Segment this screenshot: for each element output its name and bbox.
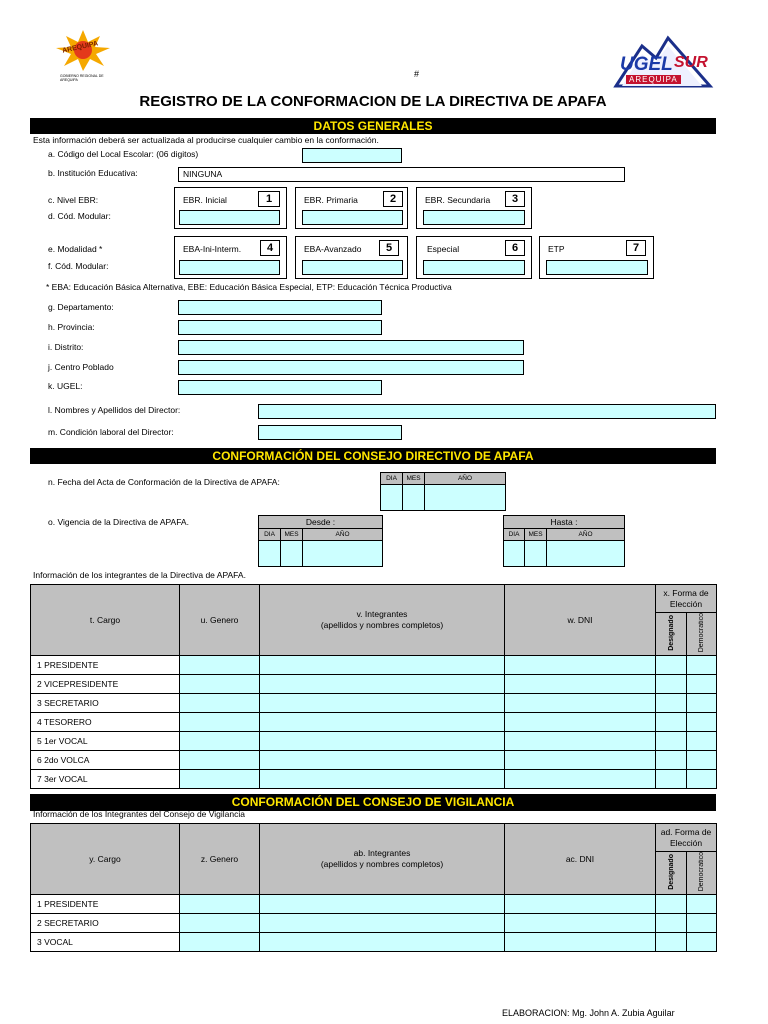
vig-header-cargo: y. Cargo [31, 824, 180, 895]
header-integrantes-title: v. Integrantes [356, 609, 408, 620]
directiva-democratico-input[interactable] [687, 656, 717, 675]
hasta-dia-input[interactable] [504, 541, 525, 567]
directiva-integrantes-input[interactable] [260, 675, 505, 694]
vigilancia-row [31, 914, 717, 933]
directiva-row [31, 732, 717, 751]
header-designado [656, 613, 687, 656]
section-datos-generales: DATOS GENERALES [30, 118, 716, 134]
directiva-genero-input[interactable] [180, 732, 260, 751]
directiva-designado-input[interactable] [656, 770, 687, 789]
nivel-box-secundaria[interactable] [416, 187, 532, 229]
vigilancia-democratico-input[interactable] [687, 933, 717, 952]
vigilancia-designado-input[interactable] [656, 895, 687, 914]
nivel-label-inicial: EBR. Inicial [183, 195, 227, 205]
vig-header-forma-eleccion: ad. Forma de Elección [656, 824, 717, 852]
institucion-label: b. Institución Educativa: [48, 168, 138, 178]
directiva-integrantes-input[interactable] [260, 656, 505, 675]
codigo-label: a. Código del Local Escolar: (06 digitos) [48, 149, 199, 159]
section-consejo-directivo: CONFORMACIÓN DEL CONSEJO DIRECTIVO DE APAFA [30, 448, 716, 464]
directiva-genero-input[interactable] [180, 751, 260, 770]
codigo-input[interactable] [302, 148, 402, 163]
fecha-acta-table [380, 472, 506, 511]
modalidad-num-etp: 7 [626, 240, 646, 256]
fecha-mes-header: MES [403, 473, 425, 485]
cod-modular-etp[interactable] [546, 260, 648, 275]
directiva-row [31, 770, 717, 789]
directiva-cargo-cell: 3 SECRETARIO [31, 694, 180, 713]
arequipa-logo-subtext: GOBIERNO REGIONAL DE AREQUIPA [60, 74, 104, 82]
footer-elaboracion: ELABORACION: Mg. John A. Zubia Aguilar [502, 1008, 675, 1018]
departamento-label: g. Departamento: [48, 302, 114, 312]
vigilancia-integrantes-input[interactable] [260, 933, 505, 952]
header-dni: w. DNI [505, 585, 656, 656]
vigilancia-row [31, 933, 717, 952]
nivel-num-secundaria: 3 [505, 191, 525, 207]
directiva-cargo-cell: 7 3er VOCAL [31, 770, 180, 789]
nivel-box-inicial[interactable] [174, 187, 287, 229]
vigencia-hasta-header: Hasta : [504, 516, 625, 529]
cod-modular-inicial[interactable] [179, 210, 280, 225]
nivel-label: c. Nivel EBR: [48, 195, 99, 205]
vigencia-desde-table [258, 515, 383, 567]
vigilancia-democratico-input[interactable] [687, 895, 717, 914]
directiva-dni-input[interactable] [505, 675, 656, 694]
directiva-genero-input[interactable] [180, 770, 260, 789]
hasta-mes-header: MES [525, 529, 547, 541]
directiva-democratico-input[interactable] [687, 732, 717, 751]
header-democratico [687, 613, 717, 656]
cod-modular-eba-ini[interactable] [179, 260, 280, 275]
vigilancia-dni-input[interactable] [505, 895, 656, 914]
condicion-label: m. Condición laboral del Director: [48, 427, 174, 437]
vigilancia-designado-input[interactable] [656, 933, 687, 952]
hash-mark: # [414, 69, 420, 79]
hasta-anio-header: AÑO [547, 529, 625, 541]
header-integrantes-sub: (apellidos y nombres completos) [320, 620, 444, 631]
desde-dia-header: DIA [259, 529, 281, 541]
intro-text: Esta información deberá ser actualizada al producirse cualquier cambio en la conformación. [33, 135, 379, 145]
vigilancia-cargo-cell: 3 VOCAL [31, 933, 180, 952]
header-designado-text: Designado [667, 614, 675, 651]
directiva-genero-input[interactable] [180, 675, 260, 694]
provincia-input[interactable] [178, 320, 382, 335]
directiva-info: Información de los integrantes de la Directiva de APAFA. [33, 570, 246, 580]
directiva-cargo-cell: 4 TESORERO [31, 713, 180, 732]
page-title: REGISTRO DE LA CONFORMACION DE LA DIRECTIVA DE APAFA [139, 93, 607, 110]
ugel-logo-main: UGEL [620, 54, 673, 75]
vig-header-integrantes [260, 824, 505, 895]
header-cargo: t. Cargo [31, 585, 180, 656]
modalidad-box-eba-ini[interactable] [174, 236, 287, 279]
ugel-logo-sur: SUR [674, 54, 708, 71]
desde-dia-input[interactable] [259, 541, 281, 567]
cod-modular-f-label: f. Cód. Modular: [48, 261, 109, 271]
modalidad-num-eba-avanzado: 5 [379, 240, 399, 256]
directiva-row [31, 675, 717, 694]
vigilancia-designado-input[interactable] [656, 914, 687, 933]
directiva-dni-input[interactable] [505, 751, 656, 770]
directiva-dni-input[interactable] [505, 694, 656, 713]
director-label: l. Nombres y Apellidos del Director: [48, 405, 181, 415]
vigencia-label: o. Vigencia de la Directiva de APAFA. [48, 517, 189, 527]
centro-poblado-input[interactable] [178, 360, 524, 375]
vigilancia-cargo-cell: 1 PRESIDENTE [31, 895, 180, 914]
vigilancia-integrantes-input[interactable] [260, 914, 505, 933]
directiva-designado-input[interactable] [656, 694, 687, 713]
departamento-input[interactable] [178, 300, 382, 315]
vigilancia-genero-input[interactable] [180, 895, 260, 914]
arequipa-logo [48, 28, 118, 96]
directiva-genero-input[interactable] [180, 694, 260, 713]
cod-modular-eba-avanzado[interactable] [302, 260, 403, 275]
directiva-integrantes-input[interactable] [260, 694, 505, 713]
vig-header-democratico-text: Democratico [698, 852, 705, 892]
hasta-mes-input[interactable] [525, 541, 547, 567]
vigilancia-integrantes-input[interactable] [260, 895, 505, 914]
modalidad-label-especial: Especial [427, 244, 460, 254]
nivel-num-primaria: 2 [383, 191, 403, 207]
cod-modular-especial[interactable] [423, 260, 525, 275]
directiva-dni-input[interactable] [505, 656, 656, 675]
directiva-designado-input[interactable] [656, 656, 687, 675]
nivel-label-primaria: EBR. Primaria [304, 195, 358, 205]
header-forma-eleccion: x. Forma de Elección [656, 585, 717, 613]
institucion-value: NINGUNA [183, 169, 223, 179]
vig-header-integrantes-sub: (apellidos y nombres completos) [320, 859, 444, 870]
desde-anio-input[interactable] [303, 541, 383, 567]
directiva-cargo-cell: 5 1er VOCAL [31, 732, 180, 751]
fecha-dia-input[interactable] [381, 485, 403, 511]
directiva-genero-input[interactable] [180, 713, 260, 732]
hasta-dia-header: DIA [504, 529, 525, 541]
directiva-table [30, 584, 717, 789]
directiva-designado-input[interactable] [656, 732, 687, 751]
directiva-democratico-input[interactable] [687, 675, 717, 694]
directiva-genero-input[interactable] [180, 656, 260, 675]
directiva-integrantes-input[interactable] [260, 713, 505, 732]
cod-modular-primaria[interactable] [302, 210, 403, 225]
section-consejo-vigilancia: CONFORMACIÓN DEL CONSEJO DE VIGILANCIA [30, 794, 716, 811]
directiva-row [31, 751, 717, 770]
directiva-row [31, 694, 717, 713]
vig-header-democratico [687, 852, 717, 895]
ugel-input[interactable] [178, 380, 382, 395]
modalidad-box-eba-avanzado[interactable] [295, 236, 408, 279]
vig-header-dni: ac. DNI [505, 824, 656, 895]
arequipa-logo-text: AREQUIPA [61, 40, 99, 55]
vigilancia-genero-input[interactable] [180, 933, 260, 952]
fecha-anio-input[interactable] [425, 485, 506, 511]
vigilancia-genero-input[interactable] [180, 914, 260, 933]
desde-mes-input[interactable] [281, 541, 303, 567]
modalidad-label-etp: ETP [548, 244, 565, 254]
desde-anio-header: AÑO [303, 529, 383, 541]
fecha-anio-header: AÑO [425, 473, 506, 485]
directiva-dni-input[interactable] [505, 713, 656, 732]
distrito-input[interactable] [178, 340, 524, 355]
vigencia-desde-header: Desde : [259, 516, 383, 529]
directiva-cargo-cell: 6 2do VOLCA [31, 751, 180, 770]
directiva-row [31, 656, 717, 675]
fecha-mes-input[interactable] [403, 485, 425, 511]
nivel-num-inicial: 1 [258, 191, 280, 207]
fecha-acta-label: n. Fecha del Acta de Conformación de la Directiva de APAFA: [48, 477, 280, 487]
directiva-democratico-input[interactable] [687, 694, 717, 713]
vigilancia-info: Información de los Integrantes del Consejo de Vigilancia [33, 809, 246, 819]
cod-modular-secundaria[interactable] [423, 210, 525, 225]
directiva-democratico-input[interactable] [687, 770, 717, 789]
condicion-input[interactable] [258, 425, 402, 440]
vig-header-integrantes-title: ab. Integrantes [353, 848, 411, 859]
nivel-box-primaria[interactable] [295, 187, 408, 229]
hasta-anio-input[interactable] [547, 541, 625, 567]
vigencia-hasta-table [503, 515, 625, 567]
vigilancia-democratico-input[interactable] [687, 914, 717, 933]
directiva-dni-input[interactable] [505, 732, 656, 751]
nivel-label-secundaria: EBR. Secundaria [425, 195, 491, 205]
header-democratico-text: Democratico [698, 613, 705, 653]
directiva-cargo-cell: 2 VICEPRESIDENTE [31, 675, 180, 694]
directiva-designado-input[interactable] [656, 713, 687, 732]
directiva-cargo-cell: 1 PRESIDENTE [31, 656, 180, 675]
desde-mes-header: MES [281, 529, 303, 541]
vigilancia-table [30, 823, 717, 952]
modalidad-num-eba-ini: 4 [260, 240, 280, 256]
directiva-row [31, 713, 717, 732]
directiva-dni-input[interactable] [505, 770, 656, 789]
vigilancia-cargo-cell: 2 SECRETARIO [31, 914, 180, 933]
ugel-logo-sub: AREQUIPA [626, 75, 681, 84]
header-integrantes [260, 585, 505, 656]
modalidad-label-eba-ini: EBA-Ini-Interm. [183, 244, 242, 254]
directiva-integrantes-input[interactable] [260, 770, 505, 789]
distrito-label: i. Distrito: [48, 342, 84, 352]
vigilancia-dni-input[interactable] [505, 933, 656, 952]
modalidad-label: e. Modalidad * [48, 244, 103, 254]
directiva-integrantes-input[interactable] [260, 732, 505, 751]
modalidad-box-etp[interactable] [539, 236, 654, 279]
directiva-democratico-input[interactable] [687, 713, 717, 732]
vigilancia-dni-input[interactable] [505, 914, 656, 933]
directiva-democratico-input[interactable] [687, 751, 717, 770]
vigilancia-row [31, 895, 717, 914]
director-input[interactable] [258, 404, 716, 419]
ugel-logo [612, 32, 714, 90]
centro-poblado-label: j. Centro Poblado [48, 362, 114, 372]
nota-modalidades: * EBA: Educación Básica Alternativa, EBE: Educación Básica Especial, ETP: Educación Técnica Productiva [46, 282, 452, 292]
modalidad-num-especial: 6 [505, 240, 525, 256]
modalidad-box-especial[interactable] [416, 236, 532, 279]
ugel-label: k. UGEL: [48, 381, 83, 391]
provincia-label: h. Provincia: [48, 322, 95, 332]
directiva-designado-input[interactable] [656, 751, 687, 770]
modalidad-label-eba-avanzado: EBA-Avanzado [304, 244, 362, 254]
institucion-input[interactable] [178, 167, 625, 182]
directiva-integrantes-input[interactable] [260, 751, 505, 770]
cod-modular-d-label: d. Cód. Modular: [48, 211, 111, 221]
vig-header-designado-text: Designado [667, 853, 675, 890]
directiva-designado-input[interactable] [656, 675, 687, 694]
fecha-dia-header: DIA [381, 473, 403, 485]
header-genero: u. Genero [180, 585, 260, 656]
vig-header-designado [656, 852, 687, 895]
vig-header-genero: z. Genero [180, 824, 260, 895]
